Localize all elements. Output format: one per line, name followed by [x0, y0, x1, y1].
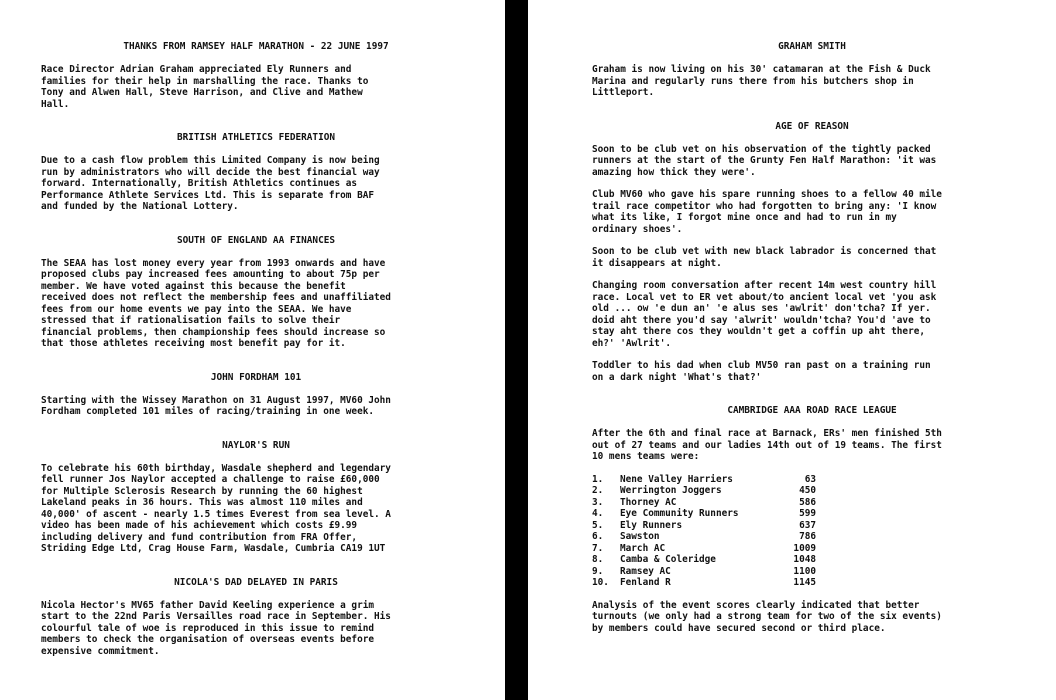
- article-ramsey-half-marathon: [41, 41, 471, 110]
- league-row: [592, 531, 1032, 543]
- article-british-athletics: [41, 132, 471, 213]
- league-intro: After the 6th and final race at Barnack, ERs' men finished 5th out of 27 teams and our ladies 14th out of 19 teams. The first 10 mens teams were:: [592, 428, 942, 462]
- league-position: 3.: [592, 496, 604, 508]
- article-paragraph: Soon to be club vet with new black labrador is concerned that it disappears at night.: [592, 246, 937, 269]
- league-position: 8.: [592, 554, 604, 565]
- league-row: [592, 566, 1032, 578]
- article-seaa-finances: [41, 235, 471, 350]
- league-team: Werrington Joggers: [620, 485, 722, 496]
- league-row: [592, 554, 1032, 566]
- league-team: Fenland R: [620, 577, 671, 588]
- article-heading: GRAHAM SMITH: [778, 41, 846, 52]
- league-row: [592, 474, 1032, 486]
- league-position: 1.: [592, 473, 604, 485]
- league-score: 637: [799, 519, 816, 531]
- league-team: Eye Community Runners: [620, 508, 739, 519]
- article-paragraph: Club MV60 who gave his spare running shoes to a fellow 40 mile trail race competitor who had forgotten to bring any: 'I know what its like, I forgot mine once and had to run in my ordinary shoes'.: [592, 189, 942, 235]
- article-heading: NICOLA'S DAD DELAYED IN PARIS: [174, 576, 338, 588]
- league-team: March AC: [620, 542, 666, 554]
- league-outro: Analysis of the event scores clearly indicated that better turnouts (we only had a strong team for two of the six events) by members could have secured second or third place.: [592, 599, 942, 634]
- league-score: 786: [799, 531, 816, 542]
- league-position: 7.: [592, 542, 604, 554]
- league-row: [592, 497, 1032, 509]
- league-score: 450: [799, 485, 816, 496]
- league-team: Sawston: [620, 531, 660, 542]
- article-road-race-league: [592, 405, 1032, 634]
- league-position: 10.: [592, 577, 609, 588]
- league-score: 599: [799, 508, 816, 519]
- article-paragraph: Changing room conversation after recent 14m west country hill race. Local vet to ER vet about/to ancient local vet 'you ask old ... ow 'e dun an' 'e alus ses 'awlrit' don'tcha? If yer. doid aht there you'd say 'alwrit' wouldn'tcha? You'd 'ave to stay aht there cos they wouldn't get a coffin up aht there, eh?' 'Awlrit'.: [592, 280, 937, 349]
- league-team: Nene Valley Harriers: [620, 473, 733, 485]
- league-score: 586: [799, 496, 816, 508]
- article-paragraph: Due to a cash flow problem this Limited Company is now being run by administrators who will decide the best financial way forward. Internationally, British Athletics continues as Performance Athlete Services Ltd. This is separate from BAF and funded by the National Lottery.: [41, 155, 380, 212]
- league-team: Thorney AC: [620, 496, 677, 508]
- league-team: Camba & Coleridge: [620, 554, 716, 565]
- league-score: 1145: [793, 577, 816, 588]
- league-row: [592, 485, 1032, 497]
- left-page: [0, 0, 505, 700]
- league-position: 5.: [592, 519, 604, 531]
- page-gutter: [505, 0, 528, 700]
- right-column: [592, 41, 1032, 634]
- left-column: [41, 41, 471, 657]
- league-team: Ely Runners: [620, 519, 683, 531]
- article-heading: THANKS FROM RAMSEY HALF MARATHON - 22 JUNE 1997: [123, 41, 389, 52]
- league-row: [592, 577, 1032, 589]
- league-row: [592, 508, 1032, 520]
- article-naylors-run: [41, 440, 471, 555]
- league-row: [592, 520, 1032, 532]
- article-heading: AGE OF REASON: [775, 120, 849, 132]
- article-heading: NAYLOR'S RUN: [222, 439, 290, 451]
- article-paragraph: Toddler to his dad when club MV50 ran past on a training run on a dark night 'What's that?': [592, 360, 931, 383]
- article-heading: CAMBRIDGE AAA ROAD RACE LEAGUE: [727, 405, 897, 416]
- league-score: 1048: [793, 554, 816, 565]
- league-position: 2.: [592, 485, 604, 496]
- article-heading: BRITISH ATHLETICS FEDERATION: [176, 132, 336, 143]
- league-position: 6.: [592, 531, 604, 542]
- league-team: Ramsey AC: [620, 565, 671, 577]
- league-score: 1009: [793, 542, 816, 554]
- league-position: 9.: [592, 565, 604, 577]
- league-table: [592, 474, 1032, 589]
- article-nicolas-dad: [41, 577, 471, 658]
- article-paragraph: Nicola Hector's MV65 father David Keeling experience a grim start to the 22nd Paris Versailles road race in September. His colourful tale of woe is reproduced in this issue to remind members to check the organisation of overseas events before expensive commitment.: [41, 599, 391, 657]
- league-position: 4.: [592, 508, 604, 519]
- article-heading: JOHN FORDHAM 101: [210, 371, 302, 383]
- article-paragraph: Starting with the Wissey Marathon on 31 August 1997, MV60 John Fordham completed 101 miles of racing/training in one week.: [41, 394, 391, 417]
- article-paragraph: Graham is now living on his 30' catamaran at the Fish & Duck Marina and regularly runs there from his butchers shop in Littleport.: [592, 64, 931, 98]
- article-paragraph: The SEAA has lost money every year from 1993 onwards and have proposed clubs pay increased fees amounting to about 75p per member. We have voted against this because the benefit received does not reflect the membership fees and unaffiliated fees from our home events we pay into the SEAA. We have stressed that if rationalisation fails to solve their financial problems, then championship fees should increase so that those athletes receiving most benefit pay for it.: [41, 257, 391, 349]
- league-score: 63: [804, 473, 816, 485]
- article-age-of-reason: [592, 121, 1032, 384]
- right-page: [528, 0, 1056, 700]
- article-paragraph: Soon to be club vet on his observation of the tightly packed runners at the start of the Grunty Fen Half Marathon: 'it was amazing how thick they were'.: [592, 143, 937, 178]
- article-paragraph: Race Director Adrian Graham appreciated Ely Runners and families for their help in marshalling the race. Thanks to Tony and Alwen Hall, Steve Harrison, and Clive and Mathew Hall.: [41, 64, 369, 110]
- article-graham-smith: [592, 41, 1032, 99]
- league-row: [592, 543, 1032, 555]
- article-paragraph: To celebrate his 60th birthday, Wasdale shepherd and legendary fell runner Jos Naylor accepted a challenge to raise £60,000 for Multiple Sclerosis Research by running the 60 highest Lakeland peaks in 36 hours. This was almost 110 miles and 40,000' of ascent - nearly 1.5 times Everest from sea level. A video has been made of his achievement which costs £9.99 including delivery and fund contribution from FRA Offer, Striding Edge Ltd, Crag House Farm, Wasdale, Cumbria CA19 1UT: [41, 462, 391, 554]
- league-score: 1100: [793, 565, 816, 577]
- article-john-fordham: [41, 372, 471, 418]
- article-heading: SOUTH OF ENGLAND AA FINANCES: [176, 234, 336, 246]
